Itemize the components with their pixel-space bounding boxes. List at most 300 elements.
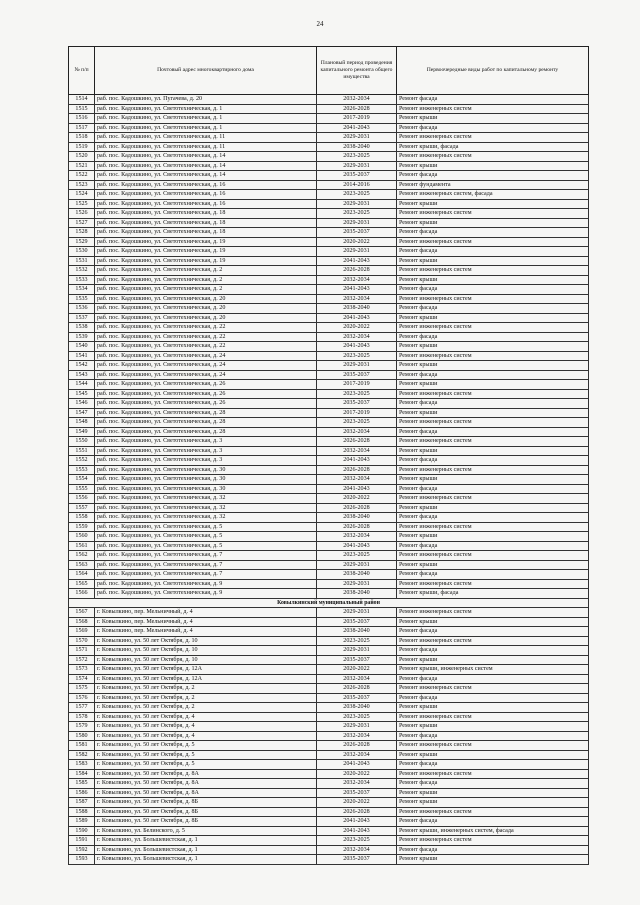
row-address: г. Ковылкино, ул. 50 лет Октября, д. 12А xyxy=(95,665,317,675)
row-works: Ремонт инженерных систем xyxy=(397,684,589,694)
row-period: 2023-2025 xyxy=(317,351,397,361)
row-works: Ремонт фасада xyxy=(397,247,589,257)
row-period: 2023-2025 xyxy=(317,551,397,561)
row-period: 2032-2034 xyxy=(317,750,397,760)
row-address: раб. пос. Кадошкино, ул. Светотехническая, д. 30 xyxy=(95,484,317,494)
table-row xyxy=(69,123,589,133)
row-works: Ремонт крыши xyxy=(397,503,589,513)
row-works: Ремонт крыши xyxy=(397,532,589,542)
row-period: 2023-2025 xyxy=(317,389,397,399)
row-works: Ремонт инженерных систем xyxy=(397,418,589,428)
row-number: 1535 xyxy=(69,294,95,304)
table-row xyxy=(69,456,589,466)
row-works: Ремонт крыши, фасада xyxy=(397,589,589,599)
row-works: Ремонт инженерных систем xyxy=(397,579,589,589)
row-number: 1561 xyxy=(69,541,95,551)
row-address: раб. пос. Кадошкино, ул. Светотехническая, д. 1 xyxy=(95,123,317,133)
row-works: Ремонт крыши xyxy=(397,617,589,627)
section-title: Ковылкинский муниципальный район xyxy=(69,598,589,608)
table-row xyxy=(69,722,589,732)
row-period: 2041-2043 xyxy=(317,456,397,466)
row-period: 2026-2028 xyxy=(317,465,397,475)
row-address: г. Ковылкино, ул. 50 лет Октября, д. 2 xyxy=(95,703,317,713)
row-address: г. Ковылкино, ул. Большевистская, д. 1 xyxy=(95,836,317,846)
repair-plan-table xyxy=(68,46,589,865)
row-address: раб. пос. Кадошкино, ул. Светотехническая, д. 20 xyxy=(95,294,317,304)
table-row xyxy=(69,361,589,371)
row-period: 2026-2028 xyxy=(317,503,397,513)
row-works: Ремонт инженерных систем xyxy=(397,209,589,219)
row-address: раб. пос. Кадошкино, ул. Светотехническая, д. 18 xyxy=(95,209,317,219)
row-period: 2029-2031 xyxy=(317,133,397,143)
row-period: 2017-2019 xyxy=(317,114,397,124)
row-period: 2026-2028 xyxy=(317,807,397,817)
table-row xyxy=(69,674,589,684)
row-number: 1517 xyxy=(69,123,95,133)
row-works: Ремонт крыши xyxy=(397,114,589,124)
row-address: раб. пос. Кадошкино, ул. Светотехническая, д. 20 xyxy=(95,313,317,323)
row-number: 1550 xyxy=(69,437,95,447)
row-number: 1567 xyxy=(69,608,95,618)
table-row xyxy=(69,209,589,219)
row-address: г. Ковылкино, ул. 50 лет Октября, д. 5 xyxy=(95,741,317,751)
row-period: 2032-2034 xyxy=(317,674,397,684)
row-works: Ремонт фасада xyxy=(397,332,589,342)
row-number: 1588 xyxy=(69,807,95,817)
row-works: Ремонт фасада xyxy=(397,731,589,741)
row-address: раб. пос. Кадошкино, ул. Светотехническая, д. 24 xyxy=(95,361,317,371)
row-period: 2032-2034 xyxy=(317,275,397,285)
row-period: 2032-2034 xyxy=(317,446,397,456)
row-works: Ремонт инженерных систем xyxy=(397,152,589,162)
row-works: Ремонт инженерных систем xyxy=(397,741,589,751)
row-period: 2020-2022 xyxy=(317,665,397,675)
row-works: Ремонт инженерных систем xyxy=(397,522,589,532)
row-number: 1514 xyxy=(69,95,95,105)
row-works: Ремонт инженерных систем xyxy=(397,836,589,846)
table-row xyxy=(69,769,589,779)
row-works: Ремонт инженерных систем xyxy=(397,133,589,143)
row-period: 2032-2034 xyxy=(317,532,397,542)
row-number: 1565 xyxy=(69,579,95,589)
row-works: Ремонт крыши xyxy=(397,446,589,456)
row-address: раб. пос. Кадошкино, ул. Светотехническая, д. 24 xyxy=(95,370,317,380)
table-row xyxy=(69,370,589,380)
row-number: 1520 xyxy=(69,152,95,162)
row-address: раб. пос. Кадошкино, ул. Светотехническая, д. 26 xyxy=(95,389,317,399)
row-address: раб. пос. Кадошкино, ул. Светотехническая, д. 22 xyxy=(95,332,317,342)
row-address: раб. пос. Кадошкино, ул. Светотехническая, д. 14 xyxy=(95,161,317,171)
row-period: 2038-2040 xyxy=(317,589,397,599)
row-works: Ремонт фасада xyxy=(397,760,589,770)
table-row xyxy=(69,427,589,437)
row-address: раб. пос. Кадошкино, ул. Светотехническая, д. 7 xyxy=(95,560,317,570)
row-period: 2029-2031 xyxy=(317,218,397,228)
row-number: 1558 xyxy=(69,513,95,523)
row-address: г. Ковылкино, пер. Мельничный, д. 4 xyxy=(95,627,317,637)
table-row xyxy=(69,522,589,532)
row-period: 2020-2022 xyxy=(317,494,397,504)
row-period: 2023-2025 xyxy=(317,152,397,162)
row-number: 1587 xyxy=(69,798,95,808)
row-number: 1560 xyxy=(69,532,95,542)
row-address: раб. пос. Кадошкино, ул. Светотехническая, д. 19 xyxy=(95,256,317,266)
page-number: 24 xyxy=(316,20,324,28)
table-row xyxy=(69,190,589,200)
row-works: Ремонт крыши xyxy=(397,380,589,390)
row-works: Ремонт инженерных систем xyxy=(397,551,589,561)
header-period: Плановый период проведения капитального ремонта общего имущества xyxy=(317,47,397,95)
row-works: Ремонт инженерных систем xyxy=(397,104,589,114)
table-row xyxy=(69,332,589,342)
row-number: 1516 xyxy=(69,114,95,124)
row-address: раб. пос. Кадошкино, ул. Светотехническая, д. 32 xyxy=(95,513,317,523)
row-works: Ремонт фундамента xyxy=(397,180,589,190)
row-works: Ремонт фасада xyxy=(397,285,589,295)
table-row xyxy=(69,275,589,285)
row-period: 2032-2034 xyxy=(317,427,397,437)
row-number: 1537 xyxy=(69,313,95,323)
table-row xyxy=(69,855,589,865)
row-number: 1584 xyxy=(69,769,95,779)
row-period: 2023-2025 xyxy=(317,190,397,200)
row-number: 1576 xyxy=(69,693,95,703)
row-period: 2023-2025 xyxy=(317,636,397,646)
table-row xyxy=(69,665,589,675)
row-period: 2014-2016 xyxy=(317,180,397,190)
row-works: Ремонт инженерных систем xyxy=(397,712,589,722)
table-row xyxy=(69,817,589,827)
row-number: 1523 xyxy=(69,180,95,190)
row-address: г. Ковылкино, ул. 50 лет Октября, д. 2 xyxy=(95,693,317,703)
table-row xyxy=(69,114,589,124)
row-number: 1524 xyxy=(69,190,95,200)
row-works: Ремонт крыши xyxy=(397,855,589,865)
row-number: 1553 xyxy=(69,465,95,475)
row-number: 1555 xyxy=(69,484,95,494)
row-works: Ремонт инженерных систем, фасада xyxy=(397,190,589,200)
row-number: 1579 xyxy=(69,722,95,732)
row-works: Ремонт инженерных систем xyxy=(397,351,589,361)
table-row xyxy=(69,617,589,627)
row-address: раб. пос. Кадошкино, ул. Светотехническая, д. 11 xyxy=(95,133,317,143)
row-number: 1563 xyxy=(69,560,95,570)
row-address: раб. пос. Кадошкино, ул. Светотехническая, д. 2 xyxy=(95,266,317,276)
row-number: 1541 xyxy=(69,351,95,361)
row-period: 2035-2037 xyxy=(317,788,397,798)
row-period: 2023-2025 xyxy=(317,209,397,219)
row-number: 1585 xyxy=(69,779,95,789)
row-address: раб. пос. Кадошкино, ул. Светотехническая, д. 7 xyxy=(95,551,317,561)
row-works: Ремонт фасада xyxy=(397,570,589,580)
table-row xyxy=(69,845,589,855)
row-works: Ремонт инженерных систем xyxy=(397,769,589,779)
table-row xyxy=(69,731,589,741)
row-address: раб. пос. Кадошкино, ул. Светотехническая, д. 3 xyxy=(95,446,317,456)
row-period: 2032-2034 xyxy=(317,779,397,789)
row-works: Ремонт фасада xyxy=(397,304,589,314)
row-works: Ремонт фасада xyxy=(397,123,589,133)
row-address: раб. пос. Кадошкино, ул. Светотехническая, д. 26 xyxy=(95,399,317,409)
row-address: раб. пос. Кадошкино, ул. Светотехническая, д. 18 xyxy=(95,228,317,238)
row-address: г. Ковылкино, ул. Большевистская, д. 1 xyxy=(95,855,317,865)
table-row xyxy=(69,712,589,722)
row-number: 1581 xyxy=(69,741,95,751)
row-period: 2041-2043 xyxy=(317,313,397,323)
header-number: № п/п xyxy=(69,47,95,95)
row-number: 1578 xyxy=(69,712,95,722)
row-works: Ремонт крыши xyxy=(397,560,589,570)
table-row xyxy=(69,532,589,542)
row-period: 2038-2040 xyxy=(317,304,397,314)
row-number: 1549 xyxy=(69,427,95,437)
row-address: раб. пос. Кадошкино, ул. Светотехническая, д. 19 xyxy=(95,237,317,247)
table-row xyxy=(69,503,589,513)
table-body xyxy=(69,95,589,865)
row-works: Ремонт крыши, инженерных систем xyxy=(397,665,589,675)
table-header-row xyxy=(69,47,589,95)
table-row xyxy=(69,788,589,798)
row-works: Ремонт инженерных систем xyxy=(397,294,589,304)
header-works: Первоочередные виды работ по капитальному ремонту xyxy=(397,47,589,95)
row-address: г. Ковылкино, ул. 50 лет Октября, д. 8Б xyxy=(95,807,317,817)
table-row xyxy=(69,750,589,760)
row-period: 2029-2031 xyxy=(317,579,397,589)
row-period: 2038-2040 xyxy=(317,142,397,152)
row-works: Ремонт крыши xyxy=(397,199,589,209)
row-address: г. Ковылкино, пер. Мельничный, д. 4 xyxy=(95,617,317,627)
row-period: 2041-2043 xyxy=(317,760,397,770)
row-address: раб. пос. Кадошкино, ул. Светотехническая, д. 24 xyxy=(95,351,317,361)
row-number: 1591 xyxy=(69,836,95,846)
row-works: Ремонт инженерных систем xyxy=(397,323,589,333)
row-works: Ремонт фасада xyxy=(397,693,589,703)
row-works: Ремонт крыши xyxy=(397,798,589,808)
row-address: раб. пос. Кадошкино, ул. Светотехническая, д. 3 xyxy=(95,456,317,466)
row-period: 2020-2022 xyxy=(317,769,397,779)
row-works: Ремонт фасада xyxy=(397,627,589,637)
row-address: г. Ковылкино, ул. 50 лет Октября, д. 8Б xyxy=(95,817,317,827)
row-address: раб. пос. Кадошкино, ул. Светотехническая, д. 16 xyxy=(95,190,317,200)
table-row xyxy=(69,703,589,713)
row-number: 1590 xyxy=(69,826,95,836)
row-works: Ремонт крыши xyxy=(397,275,589,285)
row-number: 1518 xyxy=(69,133,95,143)
table-row xyxy=(69,826,589,836)
row-number: 1539 xyxy=(69,332,95,342)
row-works: Ремонт фасада xyxy=(397,817,589,827)
row-address: раб. пос. Кадошкино, ул. Светотехническая, д. 20 xyxy=(95,304,317,314)
row-period: 2029-2031 xyxy=(317,361,397,371)
row-works: Ремонт фасада xyxy=(397,779,589,789)
row-period: 2035-2037 xyxy=(317,228,397,238)
row-address: раб. пос. Кадошкино, ул. Светотехническая, д. 3 xyxy=(95,437,317,447)
table-row xyxy=(69,693,589,703)
row-address: г. Ковылкино, ул. Большевистская, д. 1 xyxy=(95,845,317,855)
row-works: Ремонт крыши xyxy=(397,750,589,760)
row-works: Ремонт инженерных систем xyxy=(397,237,589,247)
row-address: г. Ковылкино, ул. 50 лет Октября, д. 10 xyxy=(95,636,317,646)
row-period: 2017-2019 xyxy=(317,380,397,390)
row-period: 2041-2043 xyxy=(317,826,397,836)
table-row xyxy=(69,760,589,770)
row-period: 2020-2022 xyxy=(317,323,397,333)
row-address: г. Ковылкино, ул. 50 лет Октября, д. 8Б xyxy=(95,798,317,808)
row-address: раб. пос. Кадошкино, ул. Светотехническая, д. 30 xyxy=(95,465,317,475)
row-address: г. Ковылкино, ул. Белинского, д. 5 xyxy=(95,826,317,836)
row-period: 2026-2028 xyxy=(317,522,397,532)
table-row xyxy=(69,513,589,523)
row-number: 1531 xyxy=(69,256,95,266)
row-works: Ремонт инженерных систем xyxy=(397,608,589,618)
row-number: 1570 xyxy=(69,636,95,646)
row-period: 2020-2022 xyxy=(317,798,397,808)
row-number: 1564 xyxy=(69,570,95,580)
row-number: 1515 xyxy=(69,104,95,114)
row-period: 2041-2043 xyxy=(317,484,397,494)
row-number: 1522 xyxy=(69,171,95,181)
row-works: Ремонт фасада xyxy=(397,370,589,380)
table-row xyxy=(69,541,589,551)
table-row xyxy=(69,655,589,665)
row-address: раб. пос. Кадошкино, ул. Светотехническая, д. 18 xyxy=(95,218,317,228)
row-address: г. Ковылкино, ул. 50 лет Октября, д. 8А xyxy=(95,769,317,779)
row-number: 1586 xyxy=(69,788,95,798)
row-period: 2026-2028 xyxy=(317,684,397,694)
table-row xyxy=(69,627,589,637)
table-row xyxy=(69,636,589,646)
row-number: 1559 xyxy=(69,522,95,532)
table-row xyxy=(69,256,589,266)
row-address: раб. пос. Кадошкино, ул. Светотехническая, д. 7 xyxy=(95,570,317,580)
row-number: 1574 xyxy=(69,674,95,684)
row-address: раб. пос. Кадошкино, ул. Светотехническая, д. 5 xyxy=(95,522,317,532)
row-address: раб. пос. Кадошкино, ул. Светотехническая, д. 30 xyxy=(95,475,317,485)
row-number: 1547 xyxy=(69,408,95,418)
row-period: 2041-2043 xyxy=(317,285,397,295)
table-row xyxy=(69,646,589,656)
row-number: 1551 xyxy=(69,446,95,456)
row-number: 1546 xyxy=(69,399,95,409)
row-period: 2032-2034 xyxy=(317,95,397,105)
row-works: Ремонт фасада xyxy=(397,541,589,551)
row-address: раб. пос. Кадошкино, ул. Светотехническая, д. 1 xyxy=(95,104,317,114)
row-period: 2041-2043 xyxy=(317,817,397,827)
row-address: г. Ковылкино, ул. 50 лет Октября, д. 8А xyxy=(95,788,317,798)
row-number: 1571 xyxy=(69,646,95,656)
table-row xyxy=(69,807,589,817)
row-number: 1536 xyxy=(69,304,95,314)
row-works: Ремонт крыши, инженерных систем, фасада xyxy=(397,826,589,836)
table-row xyxy=(69,228,589,238)
row-works: Ремонт крыши xyxy=(397,475,589,485)
row-number: 1557 xyxy=(69,503,95,513)
row-period: 2029-2031 xyxy=(317,722,397,732)
row-works: Ремонт крыши xyxy=(397,361,589,371)
row-works: Ремонт инженерных систем xyxy=(397,465,589,475)
header-address: Почтовый адрес многоквартирного дома xyxy=(95,47,317,95)
table-row xyxy=(69,133,589,143)
row-works: Ремонт крыши xyxy=(397,313,589,323)
row-address: г. Ковылкино, ул. 50 лет Октября, д. 10 xyxy=(95,655,317,665)
row-address: г. Ковылкино, ул. 50 лет Октября, д. 5 xyxy=(95,750,317,760)
row-period: 2026-2028 xyxy=(317,104,397,114)
row-address: раб. пос. Кадошкино, ул. Светотехническая, д. 11 xyxy=(95,142,317,152)
row-works: Ремонт инженерных систем xyxy=(397,437,589,447)
table-row xyxy=(69,171,589,181)
row-period: 2041-2043 xyxy=(317,342,397,352)
row-address: раб. пос. Кадошкино, ул. Светотехническая, д. 1 xyxy=(95,114,317,124)
row-period: 2038-2040 xyxy=(317,513,397,523)
row-number: 1572 xyxy=(69,655,95,665)
row-address: раб. пос. Кадошкино, ул. Светотехническая, д. 2 xyxy=(95,275,317,285)
row-works: Ремонт фасада xyxy=(397,674,589,684)
row-works: Ремонт инженерных систем xyxy=(397,807,589,817)
row-period: 2023-2025 xyxy=(317,418,397,428)
row-number: 1569 xyxy=(69,627,95,637)
row-works: Ремонт крыши xyxy=(397,256,589,266)
table-row xyxy=(69,237,589,247)
row-number: 1526 xyxy=(69,209,95,219)
row-number: 1545 xyxy=(69,389,95,399)
row-address: раб. пос. Кадошкино, ул. Светотехническая, д. 28 xyxy=(95,418,317,428)
row-number: 1530 xyxy=(69,247,95,257)
row-period: 2029-2031 xyxy=(317,560,397,570)
row-address: раб. пос. Кадошкино, ул. Светотехническая, д. 22 xyxy=(95,342,317,352)
row-address: раб. пос. Кадошкино, ул. Светотехническая, д. 14 xyxy=(95,152,317,162)
row-period: 2041-2043 xyxy=(317,541,397,551)
row-number: 1543 xyxy=(69,370,95,380)
row-number: 1592 xyxy=(69,845,95,855)
table-row xyxy=(69,389,589,399)
row-address: раб. пос. Кадошкино, ул. Светотехническая, д. 2 xyxy=(95,285,317,295)
row-address: раб. пос. Кадошкино, ул. Светотехническая, д. 22 xyxy=(95,323,317,333)
row-works: Ремонт крыши xyxy=(397,655,589,665)
row-period: 2038-2040 xyxy=(317,703,397,713)
table-row xyxy=(69,570,589,580)
row-works: Ремонт фасада xyxy=(397,513,589,523)
row-works: Ремонт крыши xyxy=(397,722,589,732)
row-number: 1538 xyxy=(69,323,95,333)
row-number: 1542 xyxy=(69,361,95,371)
row-number: 1556 xyxy=(69,494,95,504)
row-period: 2026-2028 xyxy=(317,741,397,751)
table-row xyxy=(69,836,589,846)
row-address: раб. пос. Кадошкино, ул. Светотехническая, д. 16 xyxy=(95,180,317,190)
row-period: 2035-2037 xyxy=(317,655,397,665)
row-number: 1534 xyxy=(69,285,95,295)
row-number: 1521 xyxy=(69,161,95,171)
table-row xyxy=(69,142,589,152)
table-row xyxy=(69,313,589,323)
table-row xyxy=(69,579,589,589)
table-row xyxy=(69,323,589,333)
row-period: 2035-2037 xyxy=(317,171,397,181)
table-row xyxy=(69,560,589,570)
row-period: 2035-2037 xyxy=(317,693,397,703)
row-works: Ремонт крыши xyxy=(397,161,589,171)
table-row xyxy=(69,475,589,485)
row-number: 1589 xyxy=(69,817,95,827)
row-address: раб. пос. Кадошкино, ул. Светотехническая, д. 5 xyxy=(95,532,317,542)
table-row xyxy=(69,351,589,361)
row-period: 2035-2037 xyxy=(317,399,397,409)
row-address: раб. пос. Кадошкино, ул. Светотехническая, д. 32 xyxy=(95,494,317,504)
row-address: раб. пос. Кадошкино, ул. Светотехническая, д. 16 xyxy=(95,199,317,209)
row-number: 1544 xyxy=(69,380,95,390)
table-row xyxy=(69,152,589,162)
table-row xyxy=(69,418,589,428)
